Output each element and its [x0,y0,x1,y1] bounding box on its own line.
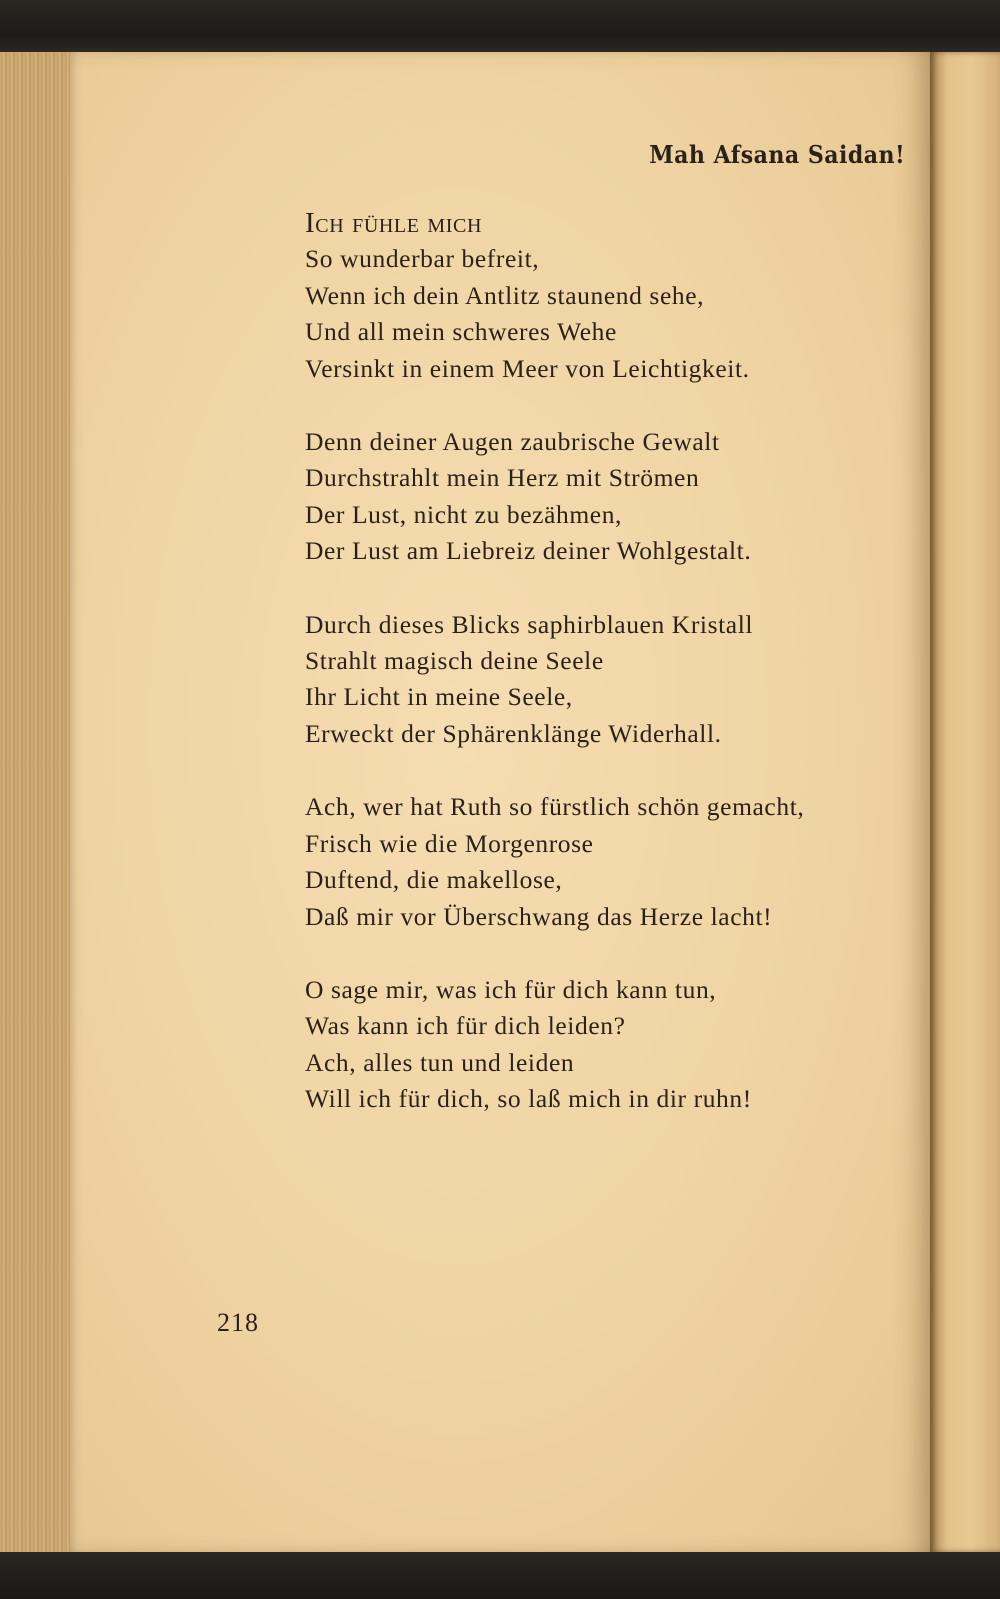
poem-line: So wunderbar befreit, [305,244,540,274]
poem-line: Duftend, die makellose, [305,865,563,895]
running-head: Mah Afsana Saidan! [649,140,905,169]
poem-line: Ach, alles tun und leiden [305,1047,575,1077]
page-number: 218 [217,1308,259,1337]
scan-top-edge [0,0,1000,52]
poem-line: Durchstrahlt mein Herz mit Strömen [305,463,700,493]
poem-line: Der Lust am Liebreiz deiner Wohlgestalt. [305,536,752,566]
stanza-5 [305,972,905,1118]
poem-line: Ihr Licht in meine Seele, [305,682,573,712]
poem-line: Durch dieses Blicks saphirblauen Kristall [305,609,754,639]
stanza-3 [305,607,905,753]
poem-first-line: Ich fühle mich [305,207,483,239]
stanza-2 [305,424,905,570]
poem-line: Ach, wer hat Ruth so fürstlich schön gemacht, [305,792,805,822]
poem-line: Wenn ich dein Antlitz staunend sehe, [305,280,705,310]
poem-line: Will ich für dich, so laß mich in dir ruhn! [305,1084,752,1114]
scan-bottom-edge [0,1552,1000,1599]
poem-line: Versinkt in einem Meer von Leichtigkeit. [305,353,750,383]
poem-line: Strahlt magisch deine Seele [305,646,604,676]
poem-line: O sage mir, was ich für dich kann tun, [305,974,717,1004]
poem-line: Was kann ich für dich leiden? [305,1011,626,1041]
poem [305,205,905,1155]
stanza-1 [305,205,905,387]
stanza-4 [305,789,905,935]
poem-line: Daß mir vor Überschwang das Herze lacht! [305,901,773,931]
next-page-edge [930,52,1000,1552]
page-stack-edge [0,52,78,1552]
poem-line: Frisch wie die Morgenrose [305,828,594,858]
poem-line: Denn deiner Augen zaubrische Gewalt [305,427,720,457]
poem-line: Der Lust, nicht zu bezähmen, [305,499,623,529]
poem-line: Und all mein schweres Wehe [305,317,617,347]
poem-line: Erweckt der Sphärenklänge Widerhall. [305,718,722,748]
